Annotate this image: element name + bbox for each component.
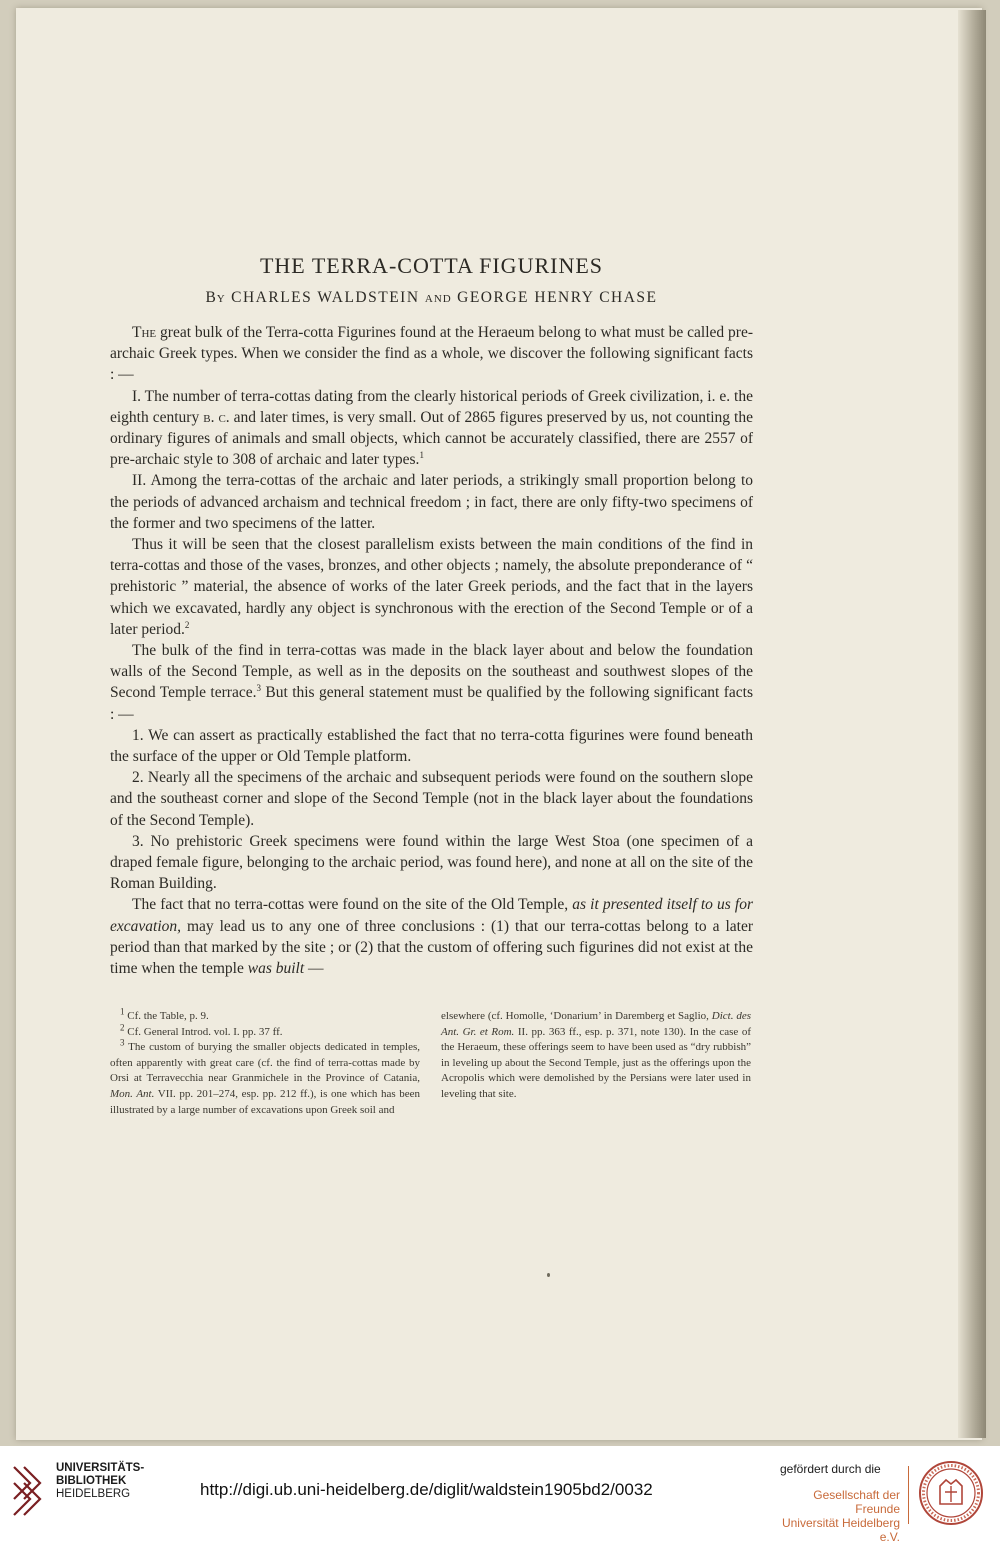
paragraph-1-lead: The: [132, 324, 157, 341]
footnote-ref-2: 2: [184, 619, 190, 630]
permalink-url[interactable]: http://digi.ub.uni-heidelberg.de/diglit/waldstein1905bd2/0032: [200, 1480, 653, 1499]
footnote-ref-3: 3: [256, 683, 261, 694]
article-byline: [110, 289, 753, 307]
paragraph-2: I. The number of terra-cottas dating from the clearly historical periods of Greek civilization, i. e. the eighth century b. c. and later times, is very small. Out of 2865 figures preserved by us, not counting the ordinary figures of animals and small objects, which cannot be accurately classified, there are 2557 of pre-archaic style to 308 of archaic and later types.$^1$: [110, 387, 753, 469]
footnote-1: $^1$ Cf. the Table, p. 9.: [120, 1006, 209, 1022]
footnote-3-continued: elsewhere (cf. Homolle, ‘Donarium’ in Daremberg et Saglio, Dict. des Ant. Gr. et Rom. II. pp. 363 ff., esp. p. 371, note 130). In the case of the Heraeum, these offerings seem to have been used as “dry rubbish” in leveling up about the Second Temple, just as the offerings upon the Acropolis which were demolished by the Persians were later used in leveling that site.: [441, 1010, 751, 1100]
paragraph-3: II. Among the terra-cottas of the archaic and later periods, a strikingly small proportion belong to the periods of advanced archaism and technical freedom ; in fact, there are only fifty-two specimens of the former and two specimens of the latter.: [110, 472, 753, 532]
footnotes-left-column: [110, 1006, 420, 1118]
paragraph-7: 2. Nearly all the specimens of the archaic and subsequent periods were found on the southern slope and the southeast corner and slope of the Second Temple (not in the black layer about the foundations of the Second Temple).: [110, 769, 753, 829]
byline-by: By: [205, 289, 226, 306]
digitization-footer: [0, 1446, 1000, 1544]
footnote-ref-1: 1: [419, 450, 424, 461]
paragraph-5: The bulk of the find in terra-cottas was made in the black layer about and below the foundation walls of the Second Temple, as well as in the deposits on the southeast and southwest slopes of the Second Temple terrace.$^3$ But this general statement must be qualified by the following significant facts : —: [110, 642, 753, 723]
university-seal-icon: [918, 1460, 984, 1526]
author-waldstein: CHARLES WALDSTEIN: [231, 289, 420, 306]
university-library-name: UNIVERSITÄTS- BIBLIOTHEK HEIDELBERG: [56, 1462, 145, 1500]
page-edge: [958, 10, 986, 1438]
byline-and: and: [424, 289, 452, 306]
footnote-2: $^2$ Cf. General Introd. vol. I. pp. 37 ff.: [120, 1021, 283, 1038]
article-body: [110, 322, 753, 979]
sponsor-lead-text: gefördert durch die: [780, 1462, 881, 1476]
footnotes-right-column: [441, 1009, 751, 1103]
paragraph-6: 1. We can assert as practically established the fact that no terra-cotta figurines were found beneath the surface of the upper or Old Temple platform.: [110, 726, 753, 766]
sponsor-name: Gesellschaft der Freunde Universität Heidelberg e.V.: [781, 1488, 900, 1544]
page-speck: [547, 1273, 550, 1277]
paragraph-8: 3. No prehistoric Greek specimens were found within the large West Stoa (one specimen of a draped female figure, belonging to the archaic period, was found here), and none at all on the site of the Roman Building.: [110, 832, 754, 893]
paragraph-9: The fact that no terra-cottas were found on the site of the Old Temple, as it presented itself to us for excavation, may lead us to any one of three conclusions : (1) that our terra-cottas belong to a later period than that marked by the site ; or (2) that the custom of offering such figurines did not exist at the time when the temple was built —: [110, 896, 753, 978]
author-chase: GEORGE HENRY CHASE: [457, 289, 658, 306]
paragraph-4: Thus it will be seen that the closest parallelism exists between the main conditions of the find in terra-cottas and those of the vases, bronzes, and other objects ; namely, the absolute preponderance of “ prehistoric ” material, the absence of works of the later Greek periods, and the fact that in the layers which we excavated, hardly any object is synchronous with the erection of the Second Temple or of a later period.$^2$: [110, 536, 753, 638]
footnote-3: $^3$ The custom of burying the smaller objects dedicated in temples, often apparently with great care (cf. the find of terra-cottas made by Orsi at Terravecchia near Granmichele in the Province of Catania, Mon. Ant. VII. pp. 201–274, esp. pp. 212 ff.), is one which has been illustrated by a large number of excavations upon Greek soil and: [110, 1037, 420, 1116]
university-library-logo-icon: [10, 1461, 50, 1521]
sponsor-divider: [908, 1466, 909, 1524]
paragraph-1: The great bulk of the Terra-cotta Figurines found at the Heraeum belong to what must be called pre-archaic Greek types. When we consider the find as a whole, we discover the following significant facts : —: [110, 324, 753, 384]
article-title: THE TERRA-COTTA FIGURINES: [259, 253, 604, 278]
